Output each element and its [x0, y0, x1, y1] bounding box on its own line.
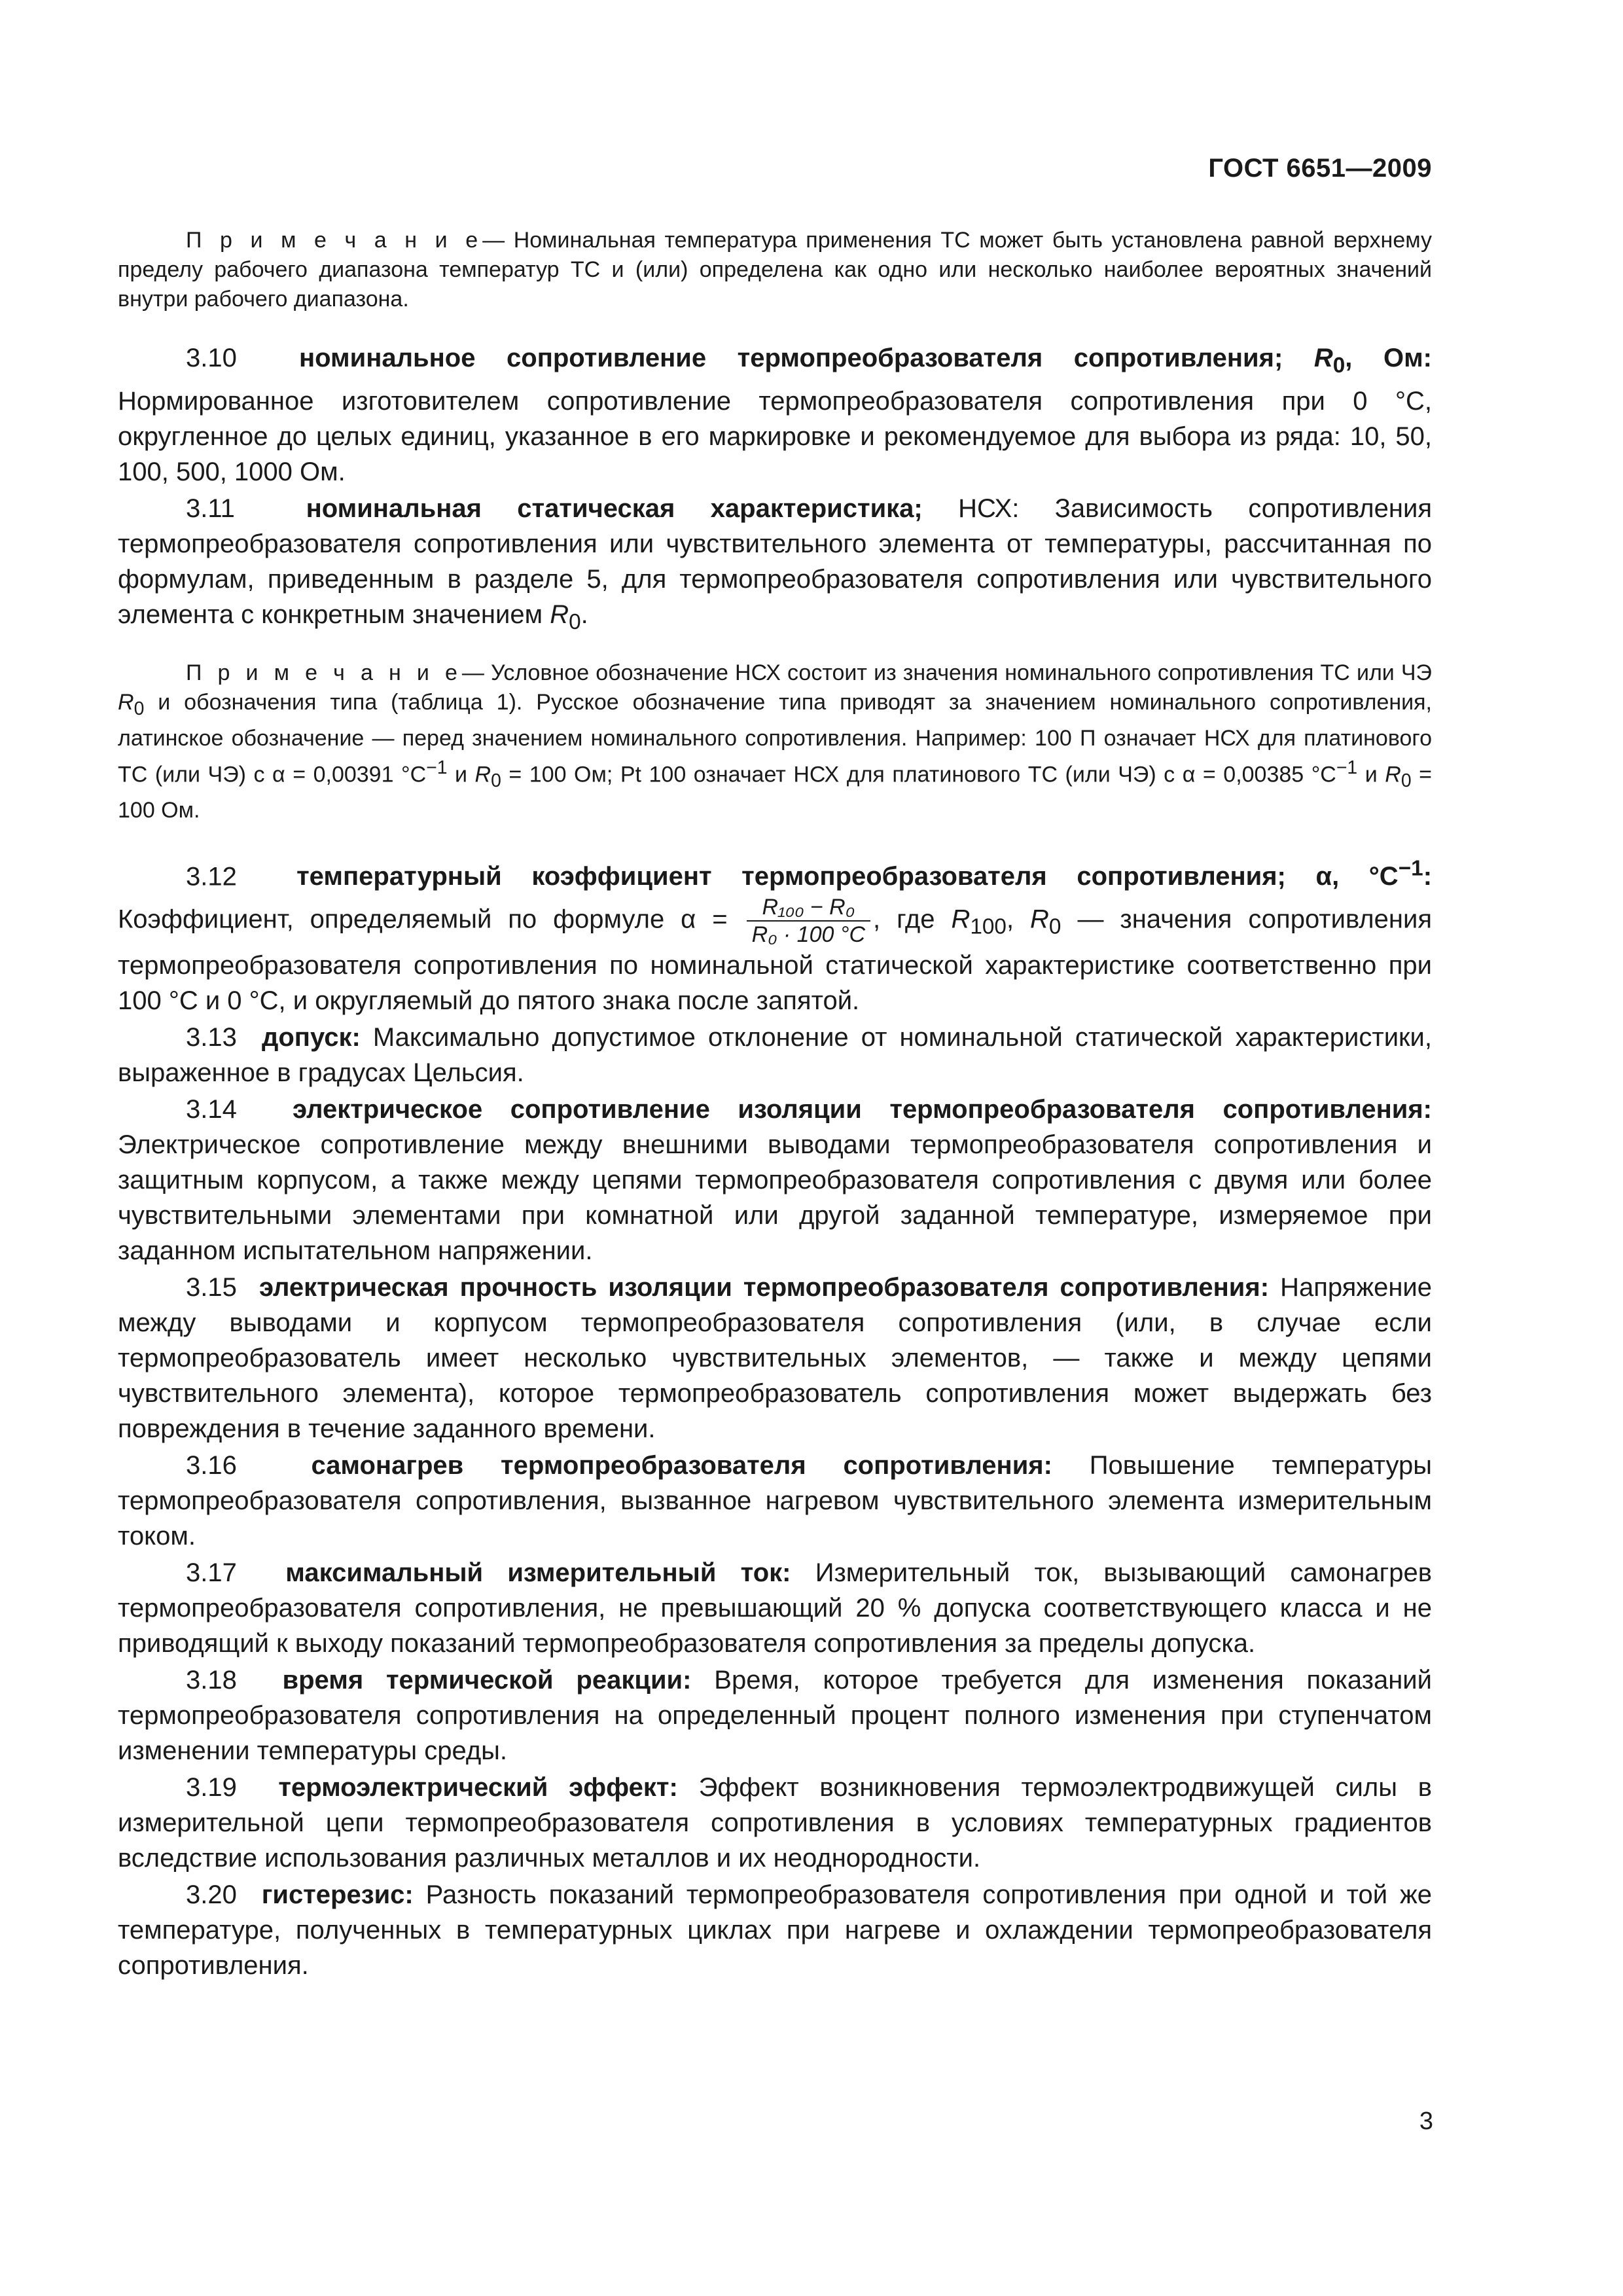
- clause-number: 3.10: [186, 344, 237, 372]
- clause-number: 3.20: [186, 1880, 237, 1910]
- definition-text: Повышение температуры термопреобразователя сопротивления, вызванное нагревом чувствительного элемента измерительным током.: [118, 1451, 1433, 1551]
- note-text: — Номинальная температура применения ТС может быть установлена равной верхнему пределу рабочего диапазона температур ТС и (или) определена как одно или несколько наиболее вероятных значений внутри рабочего диапазона.: [118, 228, 1432, 312]
- note-1: [118, 226, 1432, 314]
- term: электрическая прочность изоляции термопреобразователя сопротивления:: [259, 1273, 1270, 1302]
- definition-3-10: [118, 340, 1432, 490]
- definition-text: Максимально допустимое отклонение от номинальной статической характеристики, выраженное в градусах Цельсия.: [118, 1023, 1433, 1088]
- term: гистерезис:: [261, 1880, 414, 1910]
- definition-text: НСХ: Зависимость сопротивления термопреобразователя сопротивления или чувствительного элемента от температуры, рассчитанная по формулам, приведенным в разделе 5, для термопреобразователя сопротивления или чувствительного элемента с конкретным значением: [118, 494, 1432, 629]
- definition-text: Эффект возникновения термоэлектродвижущей силы в измерительной цепи термопреобразователя сопротивления в условиях температурных градиентов вследствие использования различных металлов и их неоднородности.: [118, 1773, 1432, 1873]
- definition-3-19: [118, 1770, 1432, 1876]
- definition-text: Электрическое сопротивление между внешними выводами термопреобразователя сопротивления и защитным корпусом, а также между цепями термопреобразователя сопротивления с двумя или более чувствительными элементами при комнатной или другой заданной температуре, измеряемое при заданном испытательном напряжении.: [118, 1130, 1432, 1266]
- standard-code: ГОСТ 6651—2009: [1208, 154, 1432, 183]
- formula-denominator: R₀ · 100 °С: [751, 922, 865, 948]
- note-2: П р и м е ч а н и е— Условное обозначение НСХ состоит из значения номинального сопротивления ТС или ЧЭ $R_0$ и обозначения типа (таблица 1). Русское обозначение типа приводят за значением номинального сопротивления, латинское обозначение — перед значением номинального сопротивления. Например: 100 П означает НСХ для платинового ТС (или ЧЭ) с α = 0,00391 $^\circ С^{-1}$ и $R_0 = 100$ Ом; Pt 100 означает НСХ для платинового ТС (или ЧЭ) с α = 0,00385 $^\circ С^{-1}$ и $R_0 = 100$ Ом.: [118, 660, 1432, 823]
- alpha-formula: [747, 894, 870, 948]
- formula-numerator: R₁₀₀ − R₀: [747, 894, 870, 922]
- note-label: П р и м е ч а н и е: [186, 228, 483, 253]
- definition-3-20: [118, 1877, 1432, 1983]
- definition-text: Разность показаний термопреобразователя сопротивления при одной и той же температуре, полученных в температурных циклах при нагреве и охлаждении термопреобразователя сопротивления.: [118, 1880, 1433, 1981]
- note-label: П р и м е ч а н и е: [186, 660, 462, 685]
- clause-number: 3.15: [186, 1273, 237, 1302]
- term: время термической реакции:: [282, 1666, 692, 1695]
- clause-number: 3.12: [186, 862, 237, 891]
- clause-number: 3.19: [186, 1773, 237, 1803]
- term: допуск:: [261, 1023, 361, 1052]
- definition-text: Измерительный ток, вызывающий самонагрев термопреобразователя сопротивления, не превышающий 20 % допуска соответствующего класса и не приводящий к выходу показаний термопреобразователя сопротивления за пределы допуска.: [118, 1558, 1433, 1659]
- definition-text: Время, которое требуется для изменения показаний термопреобразователя сопротивления на определенный процент полного изменения при ступенчатом изменении температуры среды.: [118, 1666, 1432, 1766]
- clause-number: 3.17: [186, 1558, 237, 1588]
- clause-number: 3.11: [186, 494, 235, 523]
- term: номинальная статическая характеристика;: [306, 494, 923, 523]
- definition-3-17: [118, 1555, 1432, 1661]
- definition-3-11: 3.11 номинальная статическая характеристика; НСХ: Зависимость сопротивления термопреобразователя сопротивления или чувствительного элемента от температуры, рассчитанная по формулам, приведенным в разделе 5, для термопреобразователя сопротивления или чувствительного элемента с конкретным значением $R_0$.: [118, 494, 1432, 634]
- term: термоэлектрический эффект:: [278, 1773, 678, 1803]
- definition-text: Напряжение между выводами и корпусом термопреобразователя сопротивления (или, в случае если термопреобразователь имеет несколько чувствительных элементов, — также и между цепями чувствительного элемента), которое термопреобразователь сопротивления может выдержать без повреждения в течение заданного времени.: [118, 1273, 1432, 1444]
- page-content: [118, 226, 1432, 1984]
- term: номинальное сопротивление термопреобразователя сопротивления; $R_0$, Ом:: [298, 344, 1432, 378]
- term: температурный коэффициент термопреобразователя сопротивления; α, $^\circ С^{-1}$:: [296, 856, 1433, 891]
- clause-number: 3.14: [186, 1095, 237, 1124]
- clause-number: 3.18: [186, 1666, 237, 1695]
- definition-3-15: [118, 1270, 1432, 1446]
- term: электрическое сопротивление изоляции термопреобразователя сопротивления:: [292, 1095, 1432, 1124]
- page-number: 3: [1419, 2108, 1433, 2135]
- definition-3-14: [118, 1092, 1432, 1268]
- definition-3-16: [118, 1448, 1432, 1554]
- clause-number: 3.16: [186, 1451, 237, 1480]
- definition-text: Нормированное изготовителем сопротивление термопреобразователя сопротивления при 0 °С, округленное до целых единиц, указанное в его маркировке и рекомендуемое для выбора из ряда: 10, 50, 100, 500, 1000 Ом.: [118, 387, 1432, 486]
- definition-3-13: [118, 1020, 1432, 1090]
- term: максимальный измерительный ток:: [285, 1558, 791, 1588]
- term: самонагрев термопреобразователя сопротивления:: [311, 1451, 1052, 1480]
- definition-3-12: 3.12 температурный коэффициент термопреобразователя сопротивления; α, $^\circ С^{-1}$: Коэффициент, определяемый по формуле α = $\frac{\text{R₁₀₀ − R₀}}{\text{R₀ · 100 °С}}$ , где $R_{100}$, $R_0$ — значения сопротивления термопреобразователя сопротивления по номинальной статической характеристике соответственно при 100 °С и 0 °С, и округляемый до пятого знака после запятой.: [118, 856, 1433, 1016]
- clause-number: 3.13: [186, 1023, 237, 1052]
- definition-3-18: [118, 1662, 1432, 1768]
